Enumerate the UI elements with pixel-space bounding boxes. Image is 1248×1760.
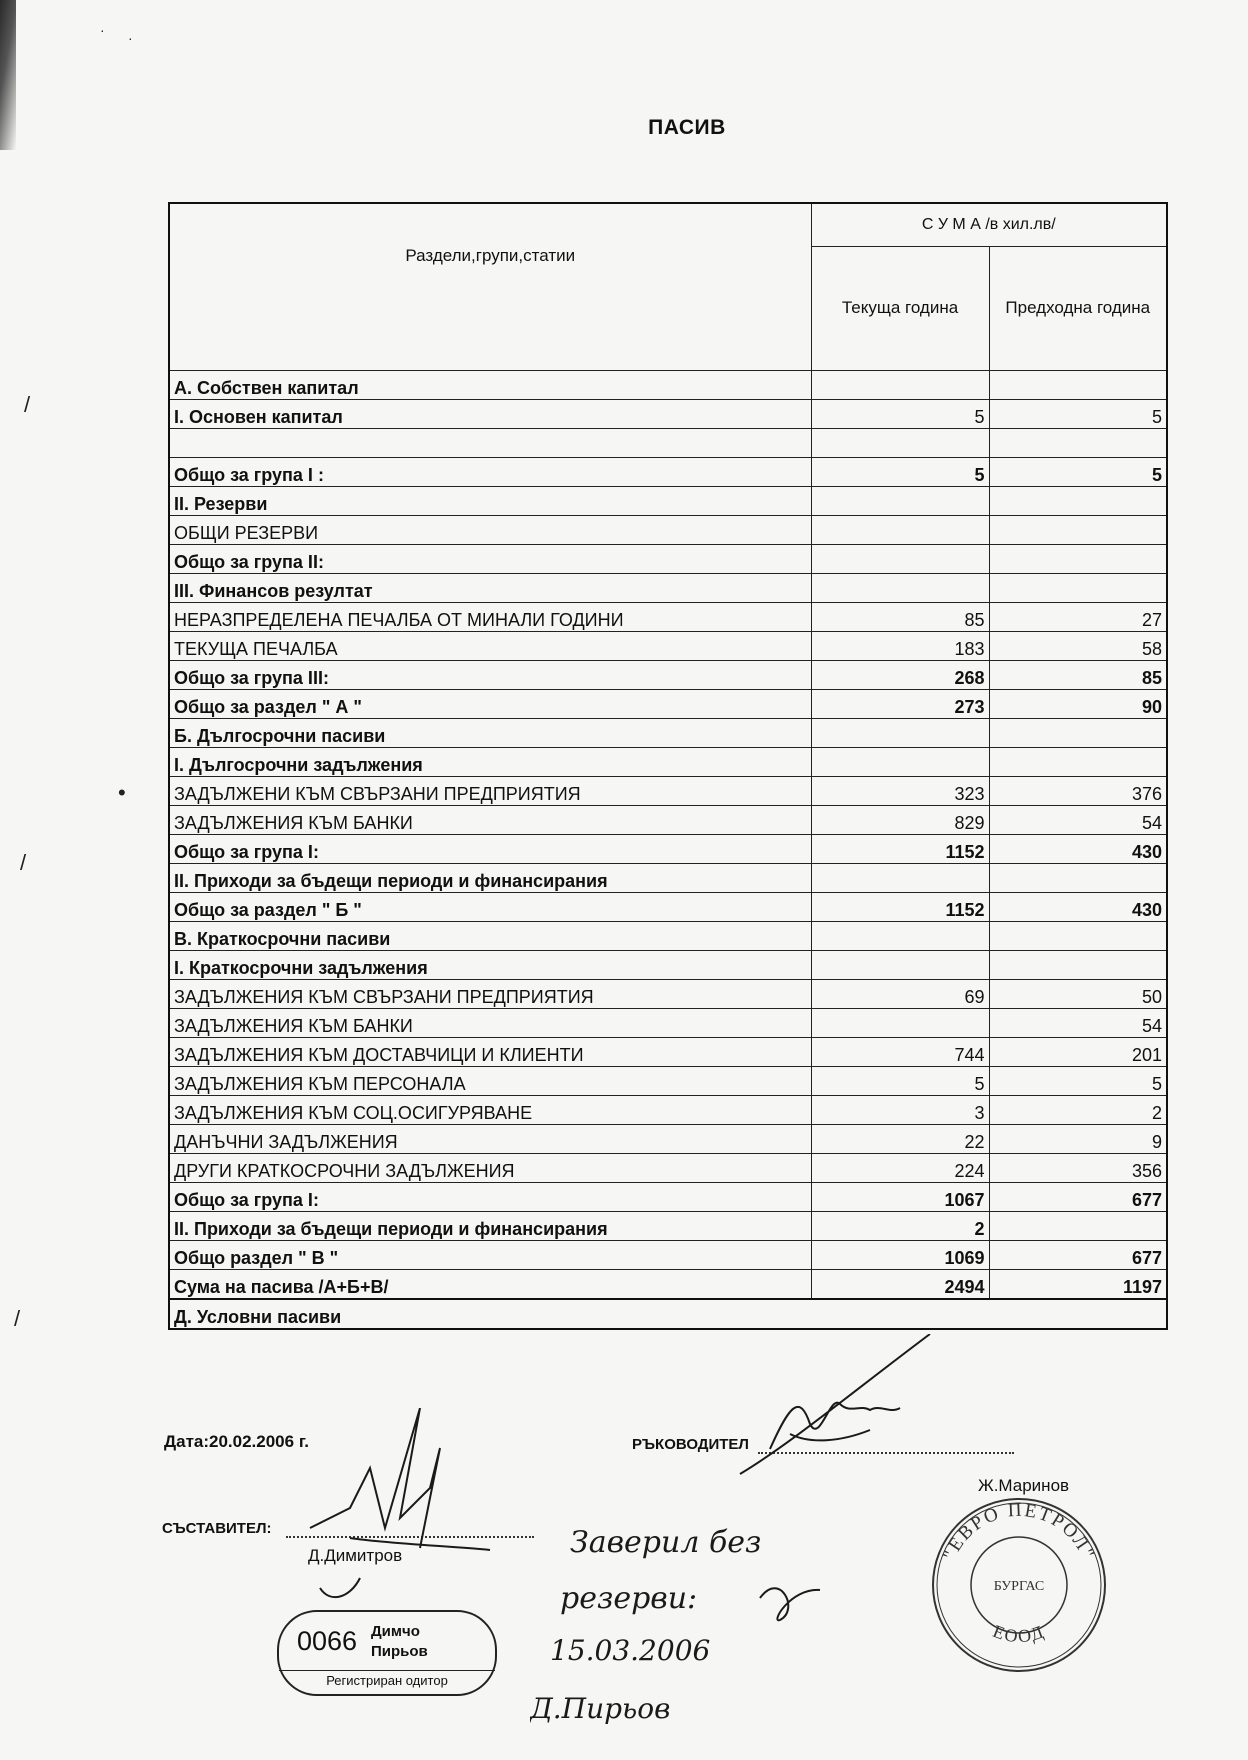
current-year-value — [811, 748, 989, 777]
previous-year-value: 677 — [989, 1241, 1167, 1270]
previous-year-value: 50 — [989, 980, 1167, 1009]
table-row — [169, 893, 1167, 922]
current-year-value: 3 — [811, 1096, 989, 1125]
previous-year-value: 85 — [989, 661, 1167, 690]
previous-year-value — [989, 719, 1167, 748]
previous-year-value — [989, 574, 1167, 603]
note-line: 15.03.2006 — [550, 1634, 711, 1667]
previous-year-value — [989, 1212, 1167, 1241]
table-row — [169, 632, 1167, 661]
seal-company-name: "ЕВРО ПЕТРОЛ" — [939, 1499, 1099, 1564]
previous-year-value: 54 — [989, 1009, 1167, 1038]
previous-year-value: 201 — [989, 1038, 1167, 1067]
table-row — [169, 371, 1167, 400]
table-row — [169, 1154, 1167, 1183]
table-row — [169, 1096, 1167, 1125]
handwritten-certification-note — [530, 1510, 870, 1730]
table-row — [169, 545, 1167, 574]
row-label: I. Краткосрочни задължения — [169, 951, 811, 980]
row-label: ОБЩИ РЕЗЕРВИ — [169, 516, 811, 545]
auditor-stamp — [277, 1610, 497, 1696]
sum-header: С У М А /в хил.лв/ — [811, 203, 1167, 246]
row-label: III. Финансов резултат — [169, 574, 811, 603]
previous-year-value: 430 — [989, 893, 1167, 922]
scan-speck: · — [128, 30, 133, 46]
current-year-value — [811, 545, 989, 574]
current-year-value — [811, 487, 989, 516]
table-row — [169, 748, 1167, 777]
current-year-value: 183 — [811, 632, 989, 661]
auditor-first-name: Димчо — [371, 1623, 420, 1640]
row-label: ЗАДЪЛЖЕНИЯ КЪМ ПЕРСОНАЛА — [169, 1067, 811, 1096]
row-label: Общо за група I : — [169, 458, 811, 487]
previous-year-header — [989, 246, 1167, 370]
company-seal — [930, 1496, 1108, 1674]
row-label: II. Приходи за бъдещи периоди и финансирания — [169, 1212, 811, 1241]
auditor-title: Регистриран одитор — [279, 1670, 495, 1688]
previous-year-value: 677 — [989, 1183, 1167, 1212]
previous-year-value: 90 — [989, 690, 1167, 719]
previous-year-value — [989, 864, 1167, 893]
table-row — [169, 1212, 1167, 1241]
table-row — [169, 603, 1167, 632]
row-label: II. Приходи за бъдещи периоди и финансирания — [169, 864, 811, 893]
note-line: Заверил без — [570, 1525, 762, 1560]
previous-year-value: 58 — [989, 632, 1167, 661]
previous-year-value: 376 — [989, 777, 1167, 806]
auditor-number: 0066 — [297, 1626, 358, 1656]
previous-year-value: 54 — [989, 806, 1167, 835]
margin-tick: / — [20, 850, 27, 875]
current-year-value: 1067 — [811, 1183, 989, 1212]
compiler-label: СЪСТАВИТЕЛ: — [162, 1520, 272, 1537]
current-year-value: 85 — [811, 603, 989, 632]
table-row — [169, 1067, 1167, 1096]
table-row — [169, 487, 1167, 516]
current-year-value — [811, 864, 989, 893]
current-year-value — [811, 951, 989, 980]
scan-speck: · — [100, 22, 105, 38]
row-label: Общо за група III: — [169, 661, 811, 690]
previous-year-value — [989, 951, 1167, 980]
row-label: ЗАДЪЛЖЕНИЯ КЪМ СОЦ.ОСИГУРЯВАНЕ — [169, 1096, 811, 1125]
current-year-value — [811, 371, 989, 400]
liabilities-rows — [169, 371, 1167, 1330]
seal-legal-form: ЕООД — [990, 1620, 1048, 1647]
row-label: ДАНЪЧНИ ЗАДЪЛЖЕНИЯ — [169, 1125, 811, 1154]
note-line: резерви: — [560, 1581, 698, 1616]
table-row — [169, 1125, 1167, 1154]
row-label: А. Собствен капитал — [169, 371, 811, 400]
current-year-header — [811, 246, 989, 370]
row-label: Д. Условни пасиви — [169, 1299, 1167, 1329]
row-label: Общо за раздел " Б " — [169, 893, 811, 922]
row-label: Общо за група I: — [169, 835, 811, 864]
svg-text:"ЕВРО ПЕТРОЛ" — [939, 1500, 1098, 1564]
table-row — [169, 719, 1167, 748]
table-row — [169, 1299, 1167, 1329]
previous-year-value — [989, 545, 1167, 574]
row-label: ТЕКУЩА ПЕЧАЛБА — [169, 632, 811, 661]
table-row — [169, 980, 1167, 1009]
margin-tick: / — [14, 1306, 21, 1331]
row-label: Сума на пасива /А+Б+В/ — [169, 1270, 811, 1300]
current-year-value — [811, 516, 989, 545]
row-label — [169, 429, 811, 458]
row-label: II. Резерви — [169, 487, 811, 516]
current-year-value: 1152 — [811, 893, 989, 922]
auditor-last-name: Пирьов — [371, 1643, 428, 1660]
current-year-value: 1069 — [811, 1241, 989, 1270]
table-row — [169, 1183, 1167, 1212]
previous-year-value — [989, 922, 1167, 951]
liabilities-table — [168, 202, 1168, 1330]
row-label: ЗАДЪЛЖЕНИЯ КЪМ БАНКИ — [169, 806, 811, 835]
manager-label: РЪКОВОДИТЕЛ — [632, 1436, 749, 1453]
sections-header: Раздели,групи,статии — [169, 203, 811, 371]
row-label: I. Основен капитал — [169, 400, 811, 429]
previous-year-value: 5 — [989, 458, 1167, 487]
compiler-signature — [290, 1408, 520, 1608]
table-row — [169, 690, 1167, 719]
table-row — [169, 806, 1167, 835]
table-row — [169, 458, 1167, 487]
current-year-value: 5 — [811, 1067, 989, 1096]
manager-signature — [730, 1334, 940, 1484]
table-row — [169, 661, 1167, 690]
table-row — [169, 429, 1167, 458]
compiler-name: Д.Димитров — [308, 1546, 403, 1565]
row-label: ЗАДЪЛЖЕНИЯ КЪМ СВЪРЗАНИ ПРЕДПРИЯТИЯ — [169, 980, 811, 1009]
manager-name: Ж.Маринов — [978, 1476, 1070, 1495]
previous-year-value — [989, 429, 1167, 458]
current-year-value: 2494 — [811, 1270, 989, 1300]
table-row — [169, 1270, 1167, 1300]
row-label: ЗАДЪЛЖЕНИЯ КЪМ ДОСТАВЧИЦИ И КЛИЕНТИ — [169, 1038, 811, 1067]
current-year-value — [811, 922, 989, 951]
previous-year-value — [989, 371, 1167, 400]
previous-year-value — [989, 516, 1167, 545]
current-year-value: 268 — [811, 661, 989, 690]
previous-year-value — [989, 487, 1167, 516]
table-row — [169, 835, 1167, 864]
table-row — [169, 951, 1167, 980]
current-year-value — [811, 429, 989, 458]
margin-tick: / — [24, 392, 31, 417]
previous-year-value: 356 — [989, 1154, 1167, 1183]
current-year-value — [811, 719, 989, 748]
previous-year-label: Предходна година — [1005, 298, 1151, 318]
previous-year-value: 27 — [989, 603, 1167, 632]
current-year-value — [811, 1009, 989, 1038]
current-year-value: 323 — [811, 777, 989, 806]
table-row — [169, 1241, 1167, 1270]
scan-speck: • — [118, 780, 126, 805]
note-line: Д.Пирьов — [530, 1692, 671, 1725]
current-year-value: 224 — [811, 1154, 989, 1183]
liabilities-sheet — [168, 202, 1166, 1330]
current-year-value: 5 — [811, 400, 989, 429]
row-label: Общо раздел " В " — [169, 1241, 811, 1270]
previous-year-value: 5 — [989, 1067, 1167, 1096]
table-row — [169, 400, 1167, 429]
current-year-value: 273 — [811, 690, 989, 719]
current-year-value: 69 — [811, 980, 989, 1009]
current-year-value: 22 — [811, 1125, 989, 1154]
current-year-value: 829 — [811, 806, 989, 835]
previous-year-value: 9 — [989, 1125, 1167, 1154]
document-date: Дата:20.02.2006 г. — [164, 1432, 309, 1451]
current-year-value: 2 — [811, 1212, 989, 1241]
row-label: В. Краткосрочни пасиви — [169, 922, 811, 951]
previous-year-value: 1197 — [989, 1270, 1167, 1300]
current-year-label: Текуща година — [841, 298, 959, 318]
table-row — [169, 777, 1167, 806]
row-label: НЕРАЗПРЕДЕЛЕНА ПЕЧАЛБА ОТ МИНАЛИ ГОДИНИ — [169, 603, 811, 632]
current-year-value: 744 — [811, 1038, 989, 1067]
row-label: I. Дългосрочни задължения — [169, 748, 811, 777]
current-year-value — [811, 574, 989, 603]
previous-year-value: 5 — [989, 400, 1167, 429]
row-label: Общо за раздел " А " — [169, 690, 811, 719]
seal-city: БУРГАС — [993, 1579, 1045, 1594]
svg-text:ЕООД — [990, 1621, 1047, 1647]
table-row — [169, 922, 1167, 951]
previous-year-value — [989, 748, 1167, 777]
page-title: ПАСИВ — [648, 116, 726, 139]
row-label: Общо за група I: — [169, 1183, 811, 1212]
row-label: ЗАДЪЛЖЕНИЯ КЪМ БАНКИ — [169, 1009, 811, 1038]
table-row — [169, 1038, 1167, 1067]
table-row — [169, 574, 1167, 603]
table-row — [169, 1009, 1167, 1038]
row-label: Общо за група II: — [169, 545, 811, 574]
table-row — [169, 864, 1167, 893]
current-year-value: 1152 — [811, 835, 989, 864]
row-label: ЗАДЪЛЖЕНИ КЪМ СВЪРЗАНИ ПРЕДПРИЯТИЯ — [169, 777, 811, 806]
previous-year-value: 430 — [989, 835, 1167, 864]
previous-year-value: 2 — [989, 1096, 1167, 1125]
row-label: Б. Дългосрочни пасиви — [169, 719, 811, 748]
row-label: ДРУГИ КРАТКОСРОЧНИ ЗАДЪЛЖЕНИЯ — [169, 1154, 811, 1183]
current-year-value: 5 — [811, 458, 989, 487]
table-row — [169, 516, 1167, 545]
auditor-name — [371, 1622, 428, 1662]
